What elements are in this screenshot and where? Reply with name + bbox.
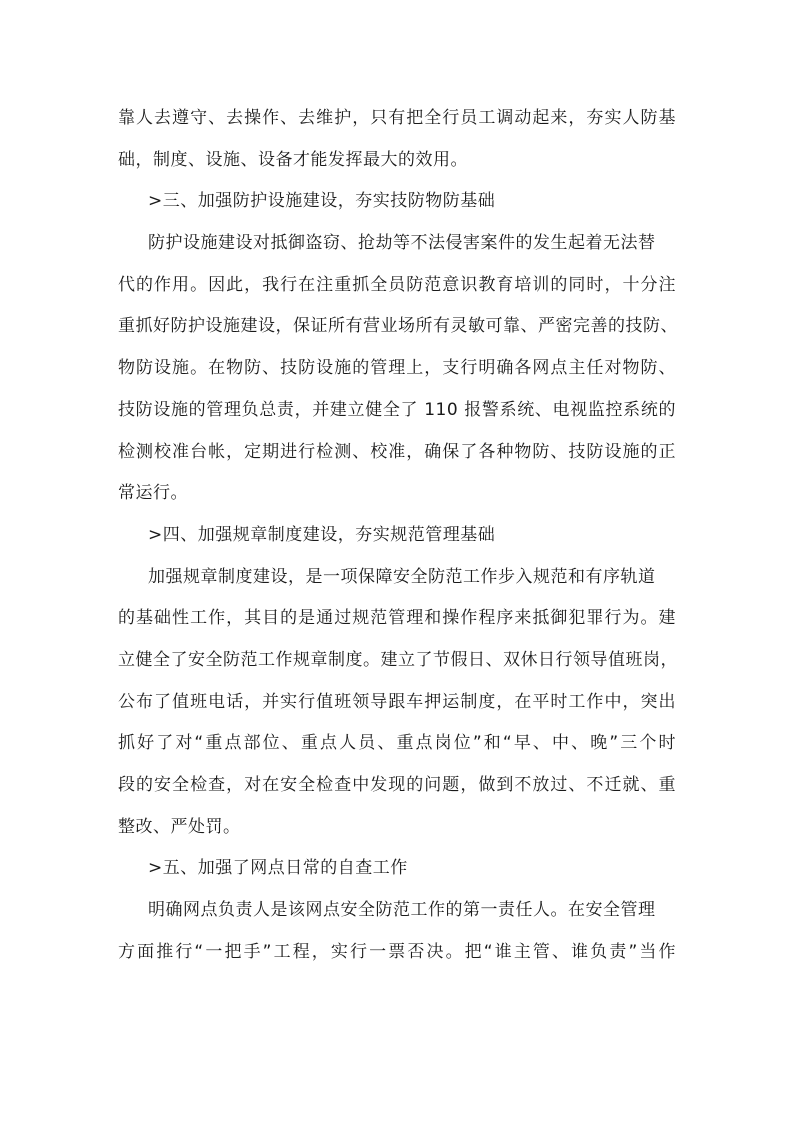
body-text-line: 段的安全检查，对在安全检查中发现的问题，做到不放过、不迁就、重 [118,775,676,795]
body-text-line: 整改、严处罚。 [118,816,241,837]
body-text-line: 靠人去遵守、去操作、去维护，只有把全行员工调动起来，夯实人防基 [118,108,676,128]
section-heading-5: >五、加强了网点日常的自查工作 [148,858,408,879]
body-text-line: 的基础性工作，其目的是通过规范管理和操作程序来抵御犯罪行为。建 [118,608,676,629]
body-text-line: 检测校准台帐，定期进行检测、校准，确保了各种物防、技防设施的正 [118,441,676,462]
body-text-line: 物防设施。在物防、技防设施的管理上，支行明确各网点主任对物防、 [118,358,676,379]
body-text-line: 抓好了对“重点部位、重点人员、重点岗位”和“早、中、晚”三个时 [118,733,676,754]
body-text-line: 代的作用。因此，我行在注重抓全员防范意识教育培训的同时，十分注 [118,274,676,295]
paragraph-first-line: 防护设施建设对抵御盗窃、抢劫等不法侵害案件的发生起着无法替 [148,233,656,254]
body-text-line: 础，制度、设施、设备才能发挥最大的效用。 [118,149,468,170]
section-heading-3: >三、加强防护设施建设，夯实技防物防基础 [148,191,496,212]
body-text-line: 常运行。 [118,483,188,504]
body-text-line: 公布了值班电话，并实行值班领导跟车押运制度，在平时工作中，突出 [118,691,676,712]
body-text-line: 立健全了安全防范工作规章制度。建立了节假日、双休日行领导值班岗， [118,649,678,670]
body-text-line: 技防设施的管理负总责，并建立健全了 110 报警系统、电视监控系统的 [118,399,676,420]
body-text-line: 重抓好防护设施建设，保证所有营业场所有灵敏可靠、严密完善的技防、 [118,316,678,337]
body-text-line: 方面推行“一把手”工程，实行一票否决。把“谁主管、谁负责”当作 [118,941,676,962]
section-heading-4: >四、加强规章制度建设，夯实规范管理基础 [148,524,496,545]
paragraph-first-line: 明确网点负责人是该网点安全防范工作的第一责任人。在安全管理 [148,900,656,921]
paragraph-first-line: 加强规章制度建设，是一项保障安全防范工作步入规范和有序轨道 [148,566,656,587]
